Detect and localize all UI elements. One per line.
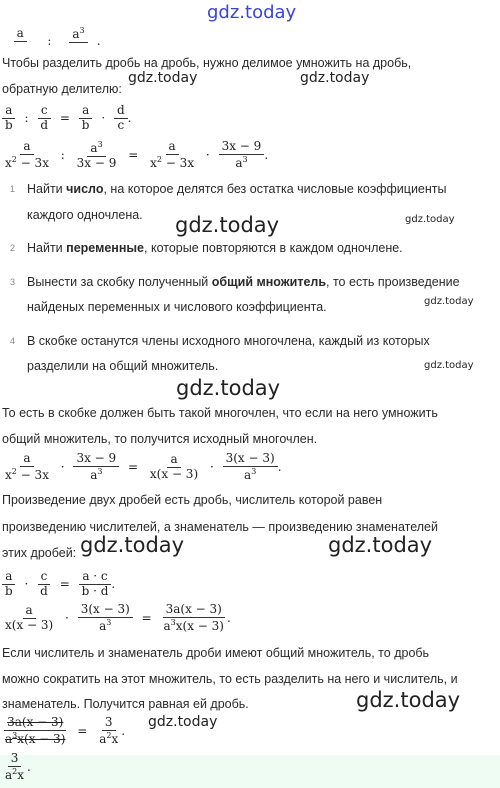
watermark: gdz.today xyxy=(424,360,474,371)
watermark: gdz.today xyxy=(405,214,455,225)
step-1-line1: Найти число, на которое делятся без остатка числовые коэффициенты xyxy=(27,182,447,196)
formula-cancellation: $\frac{3a(x - 3)}{a^3x(x - 3)}$ = $\frac{3}{a^2x}$ . xyxy=(5,715,126,746)
intro-text-line2: обратную делителю: xyxy=(2,82,122,96)
para-bracket-line1: То есть в скобке должен быть такой многочлен, что если на него умножить xyxy=(2,406,438,420)
step-number: 3 xyxy=(10,277,16,287)
formula-header: a : $a^3$ . xyxy=(2,26,101,57)
watermark: gdz.today xyxy=(148,714,218,730)
formula-division-applied: $\frac{a}{x^2 - 3x}$ : $\frac{a^3}{3x - 9}$ = $\frac{a}{x^2 - 3x}$ · $\frac{3x - 9}{a^3}$ . xyxy=(5,139,269,170)
watermark: gdz.today xyxy=(356,688,461,712)
watermark: gdz.today xyxy=(175,213,280,237)
para-product-line3: этих дробей: xyxy=(2,546,77,560)
watermark: gdz.today xyxy=(300,70,370,86)
para-product-line2: произведению числителей, а знаменатель — произведению знаменателей xyxy=(2,520,438,534)
watermark-top: gdz.today xyxy=(207,2,297,23)
step-4-line2: разделили на общий множитель. xyxy=(27,359,219,373)
step-3-line1: Вынести за скобку полученный общий множитель, то есть произведение xyxy=(27,275,460,289)
step-number: 4 xyxy=(10,336,16,346)
step-number: 2 xyxy=(10,243,16,253)
formula-answer: $\frac{3}{a^2x}$ . xyxy=(5,751,31,782)
answer-band xyxy=(0,755,500,788)
formula-division-rule: $\frac{a}{b}$ : $\frac{c}{d}$ = $\frac{a}{b}$ · $\frac{d}{c}$ . xyxy=(2,104,131,133)
para-cancel-line1: Если числитель и знаменатель дроби имеют общий множитель, то дробь xyxy=(2,646,430,660)
watermark: gdz.today xyxy=(80,533,185,557)
watermark: gdz.today xyxy=(424,296,474,307)
para-bracket-line2: общий множитель, то получится исходный многочлен. xyxy=(2,432,318,446)
step-number: 1 xyxy=(10,184,16,194)
para-product-line1: Произведение двух дробей есть дробь, числитель которой равен xyxy=(2,493,383,507)
formula-product-rule: $\frac{a}{b}$ · $\frac{c}{d}$ = $\frac{a \cdot c}{b \cdot d}$ . xyxy=(2,570,115,599)
para-cancel-line3: знаменатель. Получится равная ей дробь. xyxy=(2,697,249,711)
formula-product-applied: $\frac{a}{x(x - 3)}$ · $\frac{3(x - 3)}{a^3}$ = $\frac{3a(x - 3)}{a^3x(x - 3)}$ . xyxy=(5,602,231,633)
para-cancel-line2: можно сократить на этот множитель, то есть разделить на него и числитель, и xyxy=(2,672,458,686)
intro-text-line1: Чтобы разделить дробь на дробь, нужно делимое умножить на дробь, xyxy=(2,56,412,70)
step-3-line2: найденых переменных и числового коэффициента. xyxy=(27,300,327,314)
step-2-line1: Найти переменные, которые повторяются в каждом одночлене. xyxy=(27,241,403,255)
step-1-line2: каждого одночлена. xyxy=(27,208,143,222)
watermark: gdz.today xyxy=(328,533,433,557)
watermark: gdz.today xyxy=(128,70,198,86)
step-4-line1: В скобке останутся члены исходного многочлена, каждый из которых xyxy=(27,334,430,348)
formula-factorized: $\frac{a}{x^2 - 3x}$ · $\frac{3x - 9}{a^3}$ = $\frac{a}{x(x - 3)}$ · $\frac{3(x - 3)}{a^3}$ . xyxy=(5,451,282,482)
watermark: gdz.today xyxy=(176,376,281,400)
